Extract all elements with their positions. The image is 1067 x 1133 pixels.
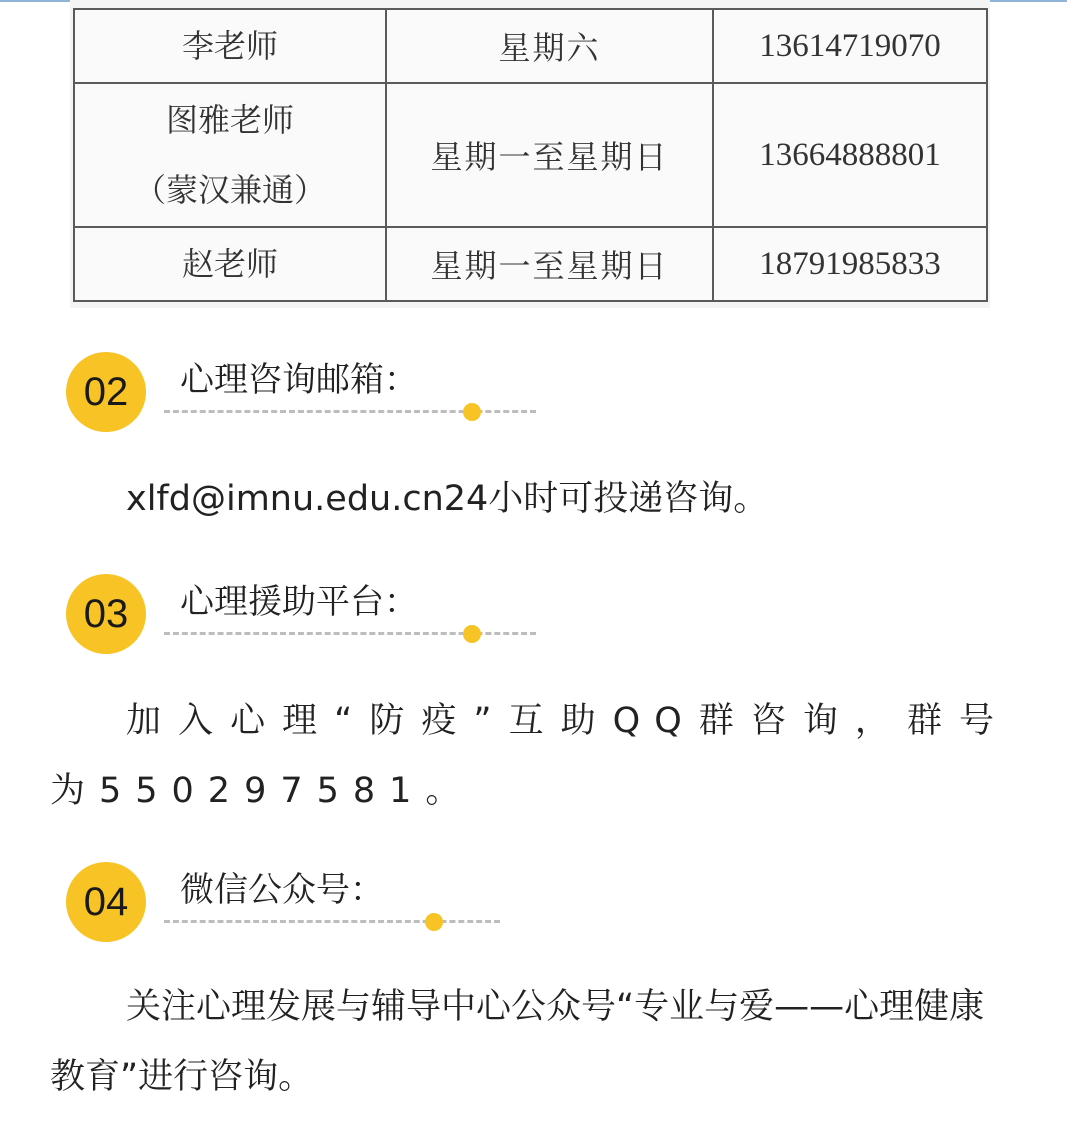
teacher-language-note: （蒙汉兼通） <box>133 171 326 209</box>
phone-cell: 13664888801 <box>713 83 987 227</box>
teacher-name-cell <box>74 9 386 83</box>
section-number-badge: 02 <box>66 352 146 432</box>
teacher-name: 赵老师 <box>181 245 278 283</box>
available-days-cell: 星期一至星期日 <box>386 83 713 227</box>
underline-dot <box>425 913 443 931</box>
section-number-badge: 04 <box>66 862 146 942</box>
teacher-name-cell <box>74 83 386 227</box>
section-title: 微信公众号： <box>180 870 384 910</box>
table-row <box>74 83 987 227</box>
section-text-email: xlfd@imnu.edu.cn24小时可投递咨询。 <box>126 479 769 519</box>
contacts-table-image <box>70 0 990 308</box>
phone-cell: 18791985833 <box>713 227 987 301</box>
teacher-name: 李老师 <box>181 27 278 65</box>
section-title: 心理咨询邮箱： <box>180 360 418 400</box>
available-days-cell: 星期一至星期日 <box>386 227 713 301</box>
table-row <box>74 227 987 301</box>
section-title: 心理援助平台： <box>180 582 418 622</box>
teacher-name-cell <box>74 227 386 301</box>
table-row <box>74 9 987 83</box>
contacts-table <box>73 8 988 302</box>
section-header-platform <box>66 574 566 654</box>
teacher-name: 图雅老师 <box>165 101 294 139</box>
section-header-wechat <box>66 862 566 942</box>
underline-dot <box>463 403 481 421</box>
section-header-email <box>66 352 566 432</box>
section-text-platform: 加入心理“防疫”互助QQ群咨询，群号为550297581。 <box>50 701 1008 811</box>
available-days-cell: 星期六 <box>386 9 713 83</box>
dashed-underline <box>164 920 500 923</box>
section-text-wechat: 关注心理发展与辅导中心公众号“专业与爱——心理健康教育”进行咨询。 <box>50 987 985 1097</box>
section-number-badge: 03 <box>66 574 146 654</box>
phone-cell: 13614719070 <box>713 9 987 83</box>
underline-dot <box>463 625 481 643</box>
